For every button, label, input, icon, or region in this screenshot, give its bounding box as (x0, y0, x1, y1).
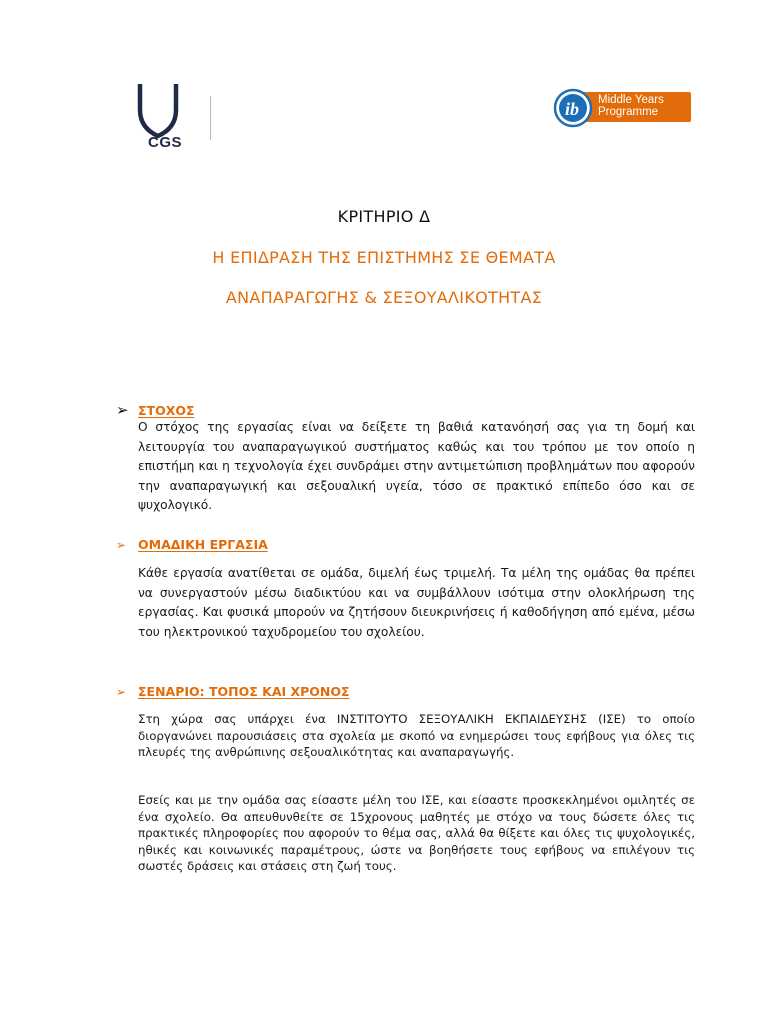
cgs-logo-text: CGS (148, 134, 183, 151)
ib-logo-text (598, 94, 664, 118)
section-paragraph-teamwork: Κάθε εργασία ανατίθεται σε ομάδα, διμελή έως τριμελή. Τα μέλη της ομάδας θα πρέπει να συνεργαστούν μέσω διαδικτύου και να συμβάλλουν ισότιμα στην ολοκλήρωση της εργασίας. Και φυσικά μπορούν να ζητήσουν διευκρινήσεις ή καθοδήγηση από εμένα, μέσω του ηλεκτρονικού ταχυδρομείου του σχολείου. (138, 566, 695, 639)
svg-text:ib: ib (565, 99, 580, 119)
ib-logo-line2: Programme (598, 106, 659, 118)
section-paragraph-goal: Ο στόχος της εργασίας είναι να δείξετε τη βαθιά κατανόησή σας για τη δομή και λειτουργία του αναπαραγωγικού συστήματος καθώς και του τρόπου με τον οποίο η επιστήμη και η τεχνολογία έχει συνδράμει στην αντιμετώπιση προβλημάτων που αφορούν την αναπαραγωγική και σεξουαλική υγεία, τόσο σε πρακτικό επίπεδο όσο και σε ψυχολογικό. (138, 420, 695, 513)
section-paragraph-scenario-2: Εσείς και με την ομάδα σας είσαστε μέλη του ΙΣΕ, και είσαστε προσκεκλημένοι ομιλητές σε ένα σχολείο. Θα απευθυνθείτε σε 15χρονους μαθητές με στόχο να τους δώσετε όλες τις πρακτικές πληροφορίες που αφορούν το θέμα σας, αλλά θα θίξετε και όλες τις ψυχολογικές, ηθικές και κοινωνικές παραμέτρους, ώστε να βοηθήσετε τους εφήβους να επιλέγουν τις σωστές δράσεις και στάσεις στη ζωή τους. (138, 793, 695, 874)
logo-divider (210, 96, 211, 140)
page-subtitle-line2: ΑΝΑΠΑΡΑΓΩΓΗΣ & ΣΕΞΟΥΑΛΙΚΟΤΗΤΑΣ (225, 288, 543, 307)
section-paragraph-scenario-1: Στη χώρα σας υπάρχει ένα ΙΝΣΤΙΤΟΥΤΟ ΣΕΞΟΥΑΛΙΚΗ ΕΚΠΑΙΔΕΥΣΗΣ (ΙΣΕ) το οποίο διοργανώνει παρουσιάσεις στα σχολεία με σκοπό να ενημερώσει τους εφήβους για όλες τις πλευρές της ανθρώπινης σεξουαλικότητας και αναπαραγωγής. (138, 712, 695, 760)
bullet-arrow-icon: ➢ (116, 401, 129, 419)
bullet-arrow-icon: ➢ (116, 538, 127, 552)
section-heading-teamwork: ΟΜΑΔΙΚΗ ΕΡΓΑΣΙΑ (138, 537, 268, 552)
page-subtitle-line1: Η ΕΠΙΔΡΑΣΗ ΤΗΣ ΕΠΙΣΤΗΜΗΣ ΣΕ ΘΕΜΑΤΑ (212, 248, 556, 267)
bullet-arrow-icon: ➢ (116, 685, 127, 699)
section-heading-goal: ΣΤΟΧΟΣ (138, 403, 195, 418)
page-title: ΚΡΙΤΗΡΙΟ Δ (337, 207, 431, 226)
ib-logo-line1: Middle Years (598, 94, 664, 106)
section-heading-scenario: ΣΕΝΑΡΙΟ: ΤΟΠΟΣ ΚΑΙ ΧΡΟΝΟΣ (138, 684, 350, 699)
